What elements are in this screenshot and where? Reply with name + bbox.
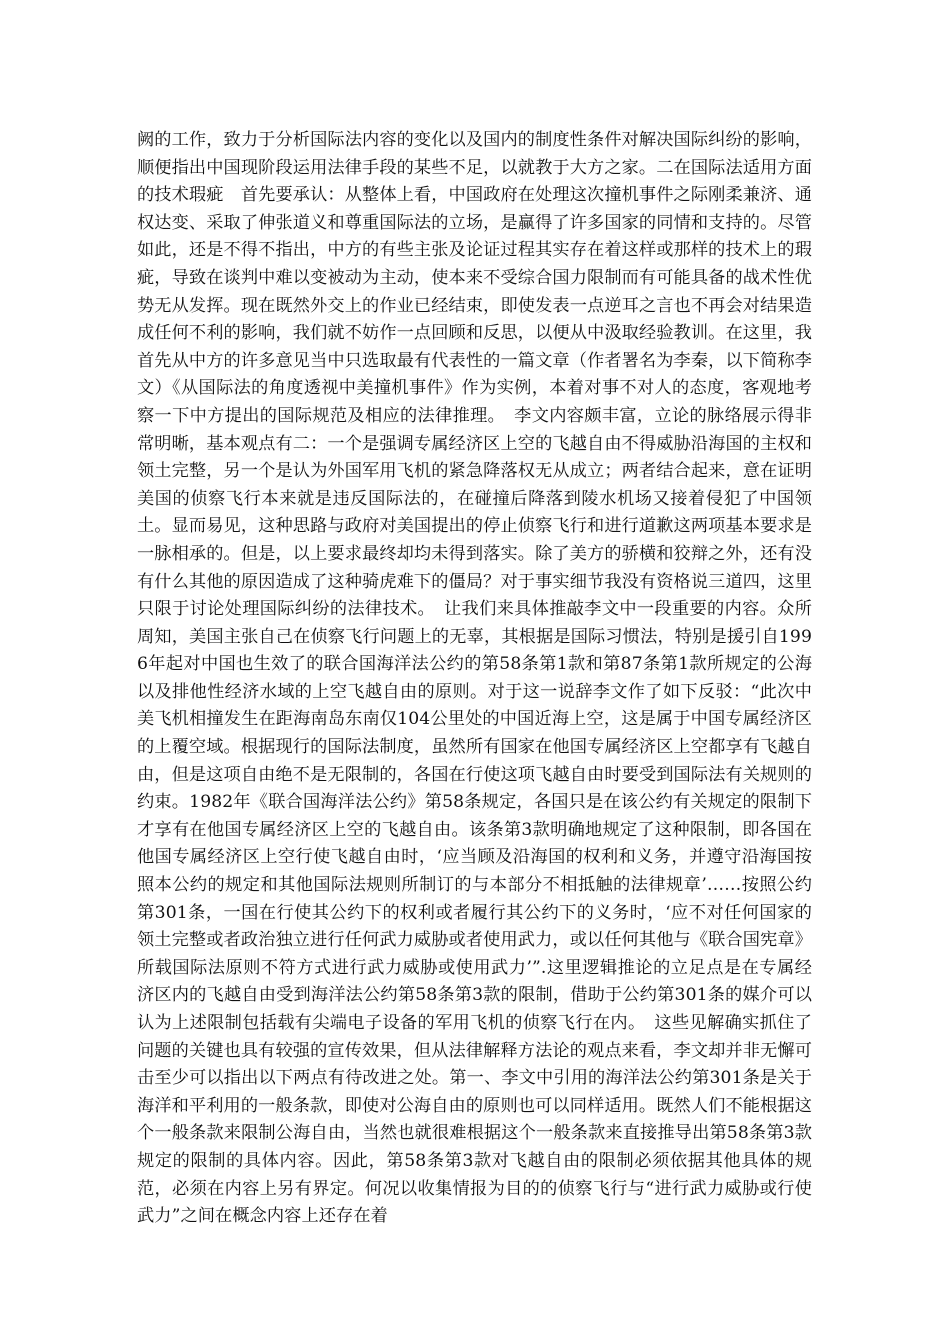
document-page [137,127,812,1231]
body-text: 阙的工作，致力于分析国际法内容的变化以及国内的制度性条件对解决国际纠纷的影响，顺便指出中国现阶段运用法律手段的某些不足，以就教于大方之家。二在国际法适用方面的技术瑕疵 首先要承认：从整体上看，中国政府在处理这次撞机事件之际刚柔兼济、通权达变、采取了伸张道义和尊重国际法的立场，是赢得了许多国家的同情和支持的。尽管如此，还是不得不指出，中方的有些主张及论证过程其实存在着这样或那样的技术上的瑕疵，导致在谈判中难以变被动为主动，使本来不受综合国力限制而有可能具备的战术性优势无从发挥。现在既然外交上的作业已经结束，即使发表一点逆耳之言也不再会对结果造成任何不利的影响，我们就不妨作一点回顾和反思，以便从中汲取经验教训。在这里，我首先从中方的许多意见当中只选取最有代表性的一篇文章（作者署名为李秦，以下简称李文）《从国际法的角度透视中美撞机事件》作为实例，本着对事不对人的态度，客观地考察一下中方提出的国际规范及相应的法律推理。 李文内容颇丰富，立论的脉络展示得非常明晰，基本观点有二：一个是强调专属经济区上空的飞越自由不得威胁沿海国的主权和领土完整，另一个是认为外国军用飞机的紧急降落权无从成立；两者结合起来，意在证明美国的侦察飞行本来就是违反国际法的，在碰撞后降落到陵水机场又接着侵犯了中国领土。显而易见，这种思路与政府对美国提出的停止侦察飞行和进行道歉这两项基本要求是一脉相承的。但是，以上要求最终却均未得到落实。除了美方的骄横和狡辩之外，还有没有什么其他的原因造成了这种骑虎难下的僵局？对于事实细节我没有资格说三道四，这里只限于讨论处理国际纠纷的法律技术。 让我们来具体推敲李文中一段重要的内容。众所周知，美国主张自己在侦察飞行问题上的无辜，其根据是国际习惯法，特别是援引自1996年起对中国也生效了的联合国海洋法公约的第58条第1款和第87条第1款所规定的公海以及排他性经济水域的上空飞越自由的原则。对于这一说辞李文作了如下反驳：“此次中美飞机相撞发生在距海南岛东南仅104公里处的中国近海上空，这是属于中国专属经济区的上覆空域。根据现行的国际法制度，虽然所有国家在他国专属经济区上空都享有飞越自由，但是这项自由绝不是无限制的，各国在行使这项飞越自由时要受到国际法有关规则的约束。1982年《联合国海洋法公约》第58条规定，各国只是在该公约有关规定的限制下才享有在他国专属经济区上空的飞越自由。该条第3款明确地规定了这种限制，即各国在他国专属经济区上空行使飞越自由时，‘应当顾及沿海国的权利和义务，并遵守沿海国按照本公约的规定和其他国际法规则所制订的与本部分不相抵触的法律规章’……按照公约第301条，一国在行使其公约下的权利或者履行其公约下的义务时，‘应不对任何国家的领土完整或者政治独立进行任何武力威胁或者使用武力，或以任何其他与《联合国宪章》所载国际法原则不符方式进行武力威胁或使用武力’”.这里逻辑推论的立足点是在专属经济区内的飞越自由受到海洋法公约第58条第3款的限制，借助于公约第301条的媒介可以认为上述限制包括载有尖端电子设备的军用飞机的侦察飞行在内。 这些见解确实抓住了问题的关键也具有较强的宣传效果，但从法律解释方法论的观点来看，李文却并非无懈可击至少可以指出以下两点有待改进之处。第一、李文中引用的海洋法公约第301条是关于海洋和平利用的一般条款，即使对公海自由的原则也可以同样适用。既然人们不能根据这个一般条款来限制公海自由，当然也就很难根据这个一般条款来直接推导出第58条第3款规定的限制的具体内容。因此，第58条第3款对飞越自由的限制必须依据其他具体的规范，必须在内容上另有界定。何况以收集情报为目的的侦察飞行与“进行武力威胁或行使武力”之间在概念内容上还存在着 [137,130,812,1227]
